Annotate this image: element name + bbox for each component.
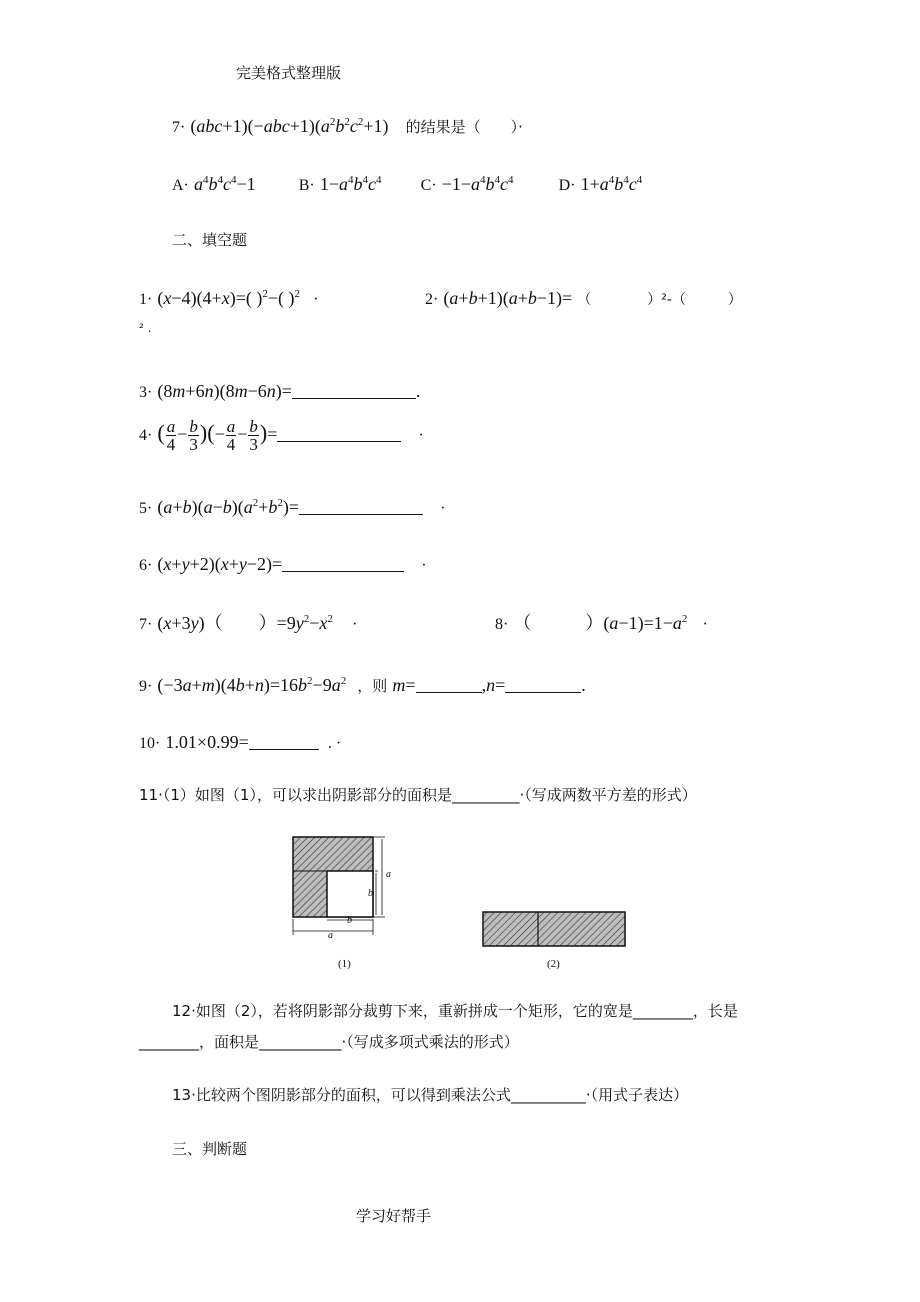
fill-6-expression: (x+y+2)(x+y−2)= (157, 554, 283, 574)
figure-2 (483, 912, 625, 970)
option-d-label: D· (558, 177, 576, 194)
fill-8 (495, 614, 708, 633)
q7-tail: 的结果是（ ）· (405, 118, 523, 136)
q7-number: 7· (172, 119, 186, 136)
option-a-label: A· (172, 177, 189, 194)
fill-1-number: 1· (139, 291, 153, 308)
fill-4-blank[interactable] (277, 427, 401, 442)
fill-6-blank[interactable] (282, 557, 404, 572)
figure-2-caption: (2) (547, 958, 560, 970)
fill-2-expression: (a+b+1)(a+b−1)= (443, 288, 573, 308)
fill-3-blank[interactable] (292, 384, 416, 399)
fill-3: 3· (8m+6n)(8m−6n)= . (139, 381, 421, 401)
fill-9-blank-m[interactable] (416, 678, 482, 693)
fig1-label-a-horizontal: a (328, 930, 333, 941)
fill-5-number: 5· (139, 500, 153, 517)
fill-5-blank[interactable] (299, 500, 423, 515)
fill-12-line2: ________，面积是___________·（写成多项式乘法的形式） (139, 1033, 519, 1051)
figure-1-caption: (1) (338, 958, 351, 970)
fill-2-number: 2· (425, 291, 439, 308)
fill-8-dot: · (702, 616, 708, 633)
fill-10-dot: . · (327, 735, 342, 752)
fill-8-expression: （ ）$(a-1)=1-a^2$ (513, 613, 688, 633)
option-c: $-1-a^4b^4c^4$ (441, 174, 514, 194)
fill-7-expression: (x+3y)（ ）$=9y^2-x^2$ (157, 613, 333, 633)
page-header: 完美格式整理版 (236, 64, 342, 82)
section-true-false: 三、判断题 (172, 1140, 248, 1158)
fill-9-then: ，则 (357, 677, 388, 695)
fill-7-number: 7· (139, 616, 153, 633)
fill-2-wrap: ² . (139, 321, 152, 335)
fill-7 (139, 614, 357, 633)
fill-9-number: 9· (139, 678, 153, 695)
fill-2-blanks: （ ）²-（ ） (577, 292, 742, 308)
fill-9-blank-n[interactable] (505, 678, 581, 693)
figure-area (270, 825, 650, 975)
option-b: $1-a^4b^4c^4$ (319, 174, 382, 194)
page-footer: 学习好帮手 (356, 1207, 432, 1225)
fill-4-dot: · (418, 427, 424, 444)
figure-1 (293, 837, 391, 970)
fill-10 (139, 733, 341, 752)
fill-6 (139, 555, 427, 574)
fill-5-dot: · (440, 500, 446, 517)
fill-5-expression: $(a+b)(a-b)(a^2+b^2)=$ (157, 497, 300, 517)
fill-10-blank[interactable] (249, 735, 319, 750)
section-fill-in: 二、填空题 (172, 231, 248, 249)
fill-1 (139, 289, 318, 308)
fig1-label-b-horizontal: b (347, 915, 352, 926)
option-c-label: C· (420, 177, 437, 194)
fill-7-dot: · (351, 616, 358, 633)
fill-4-number: 4· (139, 427, 153, 444)
fill-2 (425, 289, 742, 308)
fill-9-expression: $(-3a+m)(4b+n)=16b^2-9a^2$ (157, 675, 347, 695)
fill-9: $9\cdot (-3a+m)(4b+n)=16b^2-9a^2$ ，则 m= ,n= . (139, 675, 586, 695)
option-b-label: B· (298, 177, 315, 194)
fill-13: 13·比较两个图阴影部分的面积，可以得到乘法公式__________·（用式子表达） (172, 1086, 689, 1104)
option-a: $a^4b^4c^4-1$ (193, 174, 256, 194)
fill-1-dot: · (313, 291, 319, 308)
fill-6-number: 6· (139, 557, 153, 574)
question-7 (172, 117, 523, 136)
fill-4: 4· ( $\frac{a}{4}$ − $\frac{b}{3}$ )(− $\frac{a}{4}$ − $\frac{b}{3}$ )= · (139, 417, 424, 454)
fill-10-expression: 1.01×0.99= (165, 732, 249, 752)
fig1-label-b-vertical: b (368, 888, 373, 899)
fill-12-line1: 12·如图（2），若将阴影部分裁剪下来，重新拼成一个矩形，它的宽是________，长是 (172, 1002, 738, 1020)
fill-11: 11·（1）如图（1），可以求出阴影部分的面积是_________·（写成两数平方差的形式） (139, 786, 697, 804)
fill-5 (139, 498, 445, 517)
fill-3-expression: (8m+6n)(8m−6n)= (157, 381, 292, 401)
q7-expression: $(abc+1)(-abc+1)(a^2b^2c^2+1)$ (190, 116, 389, 136)
fig1-label-a-vertical: a (386, 869, 391, 880)
fill-1-expression: (x−4)(4+x)=( )$^2$−( )$^2$ (157, 288, 300, 308)
fill-6-dot: · (421, 557, 427, 574)
option-d: $1+a^4b^4c^4$ (580, 174, 643, 194)
q7-options (172, 175, 642, 194)
fill-8-number: 8· (495, 616, 509, 633)
fill-10-number: 10· (139, 735, 161, 752)
fill-3-number: 3· (139, 384, 153, 401)
